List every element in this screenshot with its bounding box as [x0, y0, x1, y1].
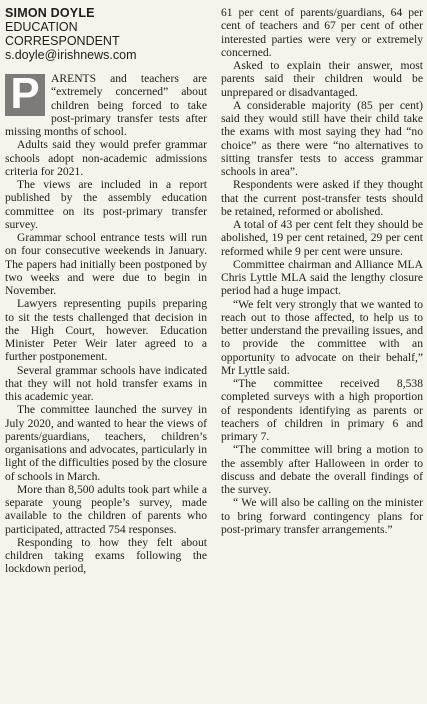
- paragraph: Asked to explain their answer, most parents said their children would be unprepared or disadvantaged.: [221, 59, 423, 99]
- drop-cap: P: [5, 74, 45, 116]
- paragraph: Several grammar schools have indicated that they will not hold transfer exams in this academic year.: [5, 363, 207, 403]
- author-role: EDUCATION: [5, 20, 78, 34]
- paragraph: “ We will also be calling on the minister to bring forward contingency plans for post-primary transfer arrangements.”: [221, 496, 423, 536]
- paragraph: Respondents were asked if they thought that the current post-transfer tests should be retained, reformed or abolished.: [221, 178, 423, 218]
- byline: [5, 6, 207, 62]
- article-column-left: [5, 6, 207, 576]
- paragraph-continued: 61 per cent of parents/guardians, 64 per cent of teachers and 67 per cent of other interested parties were very or extremely concerned.: [221, 6, 423, 59]
- paragraph: The committee launched the survey in July 2020, and wanted to hear the views of parents/guardians, teachers, children’s organisations and advocates, particularly in light of the difficulties posed by the closure of schools in March.: [5, 403, 207, 483]
- author-role-2: CORRESPONDENT: [5, 34, 120, 48]
- author-name: SIMON DOYLE: [5, 6, 95, 20]
- article-column-right: [221, 6, 423, 536]
- paragraph: “We felt very strongly that we wanted to reach out to those affected, to help us to better understand the prevailing issues, and to provide the committee with an opportunity to advocate on their behalf,” Mr Lyttle said.: [221, 297, 423, 377]
- paragraph: Lawyers representing pupils preparing to sit the tests challenged that decision in the High Court, however. Education Minister Peter Weir later agreed to a further postponement.: [5, 297, 207, 364]
- paragraph: More than 8,500 adults took part while a separate young people’s survey, made available to the children of parents who participated, attracted 754 responses.: [5, 482, 207, 536]
- paragraph: “The committee received 8,538 completed surveys with a high proportion of respondents identifying as parents or teachers of children in primary 6 and primary 7.: [221, 377, 423, 443]
- paragraph: A total of 43 per cent felt they should be abolished, 19 per cent retained, 29 per cent reformed while 9 per cent were unsure.: [221, 218, 423, 258]
- intro-paragraph: [5, 69, 207, 138]
- paragraph: A considerable majority (85 per cent) said they would still have their child take the exams with most saying they had “no choice” as there were “no alternatives to sitting transfer tests to access grammar schools in area”.: [221, 98, 423, 178]
- paragraph: Committee chairman and Alliance MLA Chris Lyttle MLA said the lengthy closure period had a huge impact.: [221, 257, 423, 298]
- author-email: s.doyle@irishnews.com: [5, 48, 137, 62]
- paragraph: The views are included in a report published by the assembly education committee on its post-primary transfer survey.: [5, 178, 207, 231]
- paragraph: Grammar school entrance tests will run on four consecutive weekends in January. The papers had initially been postponed by two weeks and were due to begin in November.: [5, 231, 207, 297]
- paragraph: “The committee will bring a motion to the assembly after Halloween in order to discuss and debate the overall findings of the survey.: [221, 443, 423, 496]
- paragraph: Adults said they would prefer grammar schools adopt non-academic admissions criteria for 2021.: [5, 138, 207, 178]
- intro-text: ARENTS and teachers are “extremely concerned” about children being forced to take post-primary transfer tests after missing months of school.: [5, 72, 207, 138]
- paragraph: Responding to how they felt about children taking exams following the lockdown period,: [5, 535, 207, 576]
